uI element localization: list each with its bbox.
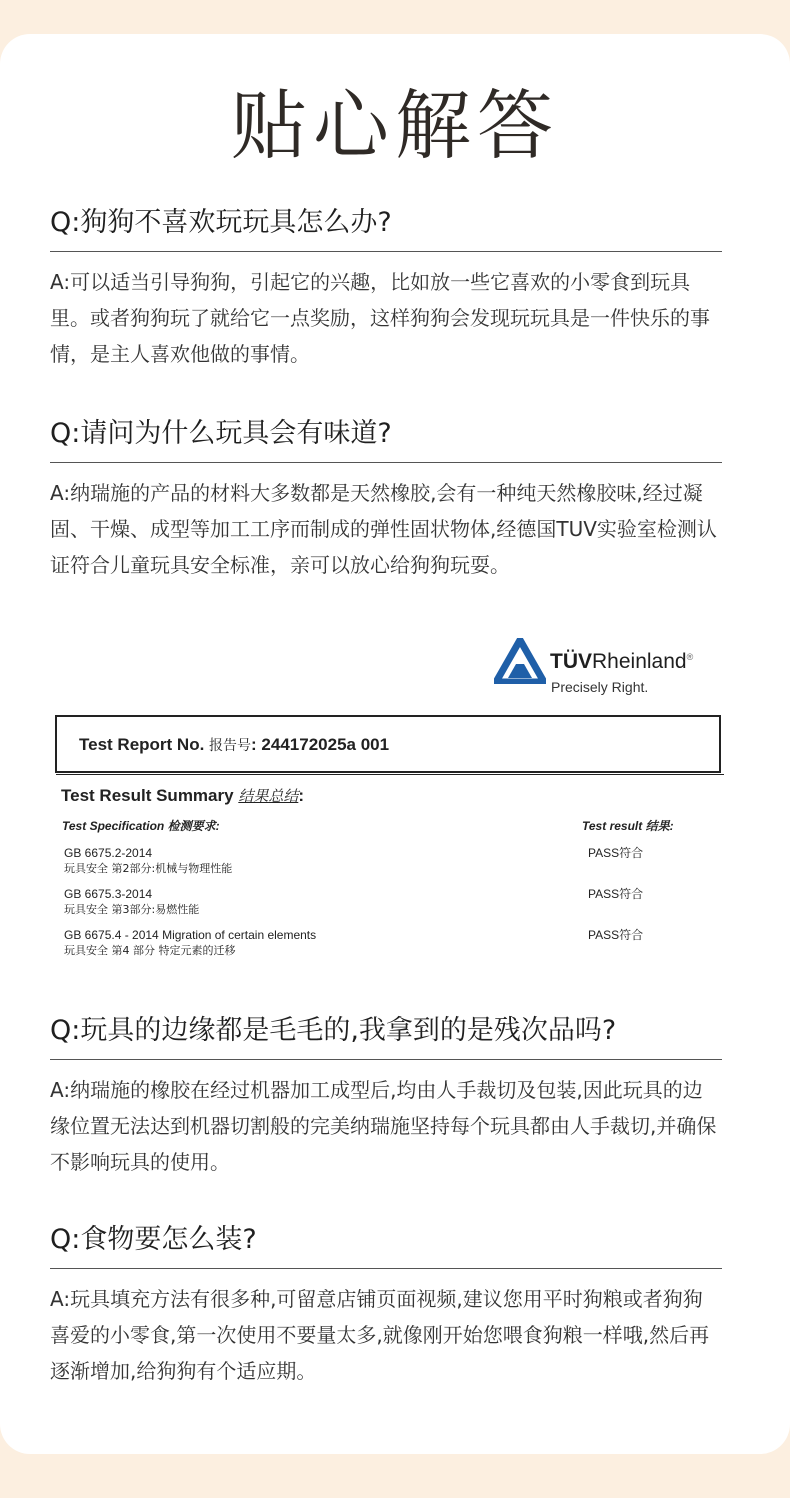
tuv-triangle-icon [494, 638, 546, 684]
summary-title: Test Result Summary 结果总结: [61, 786, 304, 805]
tuv-logo [494, 636, 734, 700]
report-number: Test Report No. 报告号: 244172025a 001 [79, 735, 390, 754]
tuv-brand: TÜVRheinland® [550, 650, 694, 673]
spec-result: PASS符合 [588, 846, 644, 860]
answer: A:纳瑞施的产品的材料大多数都是天然橡胶,会有一种纯天然橡胶味,经过凝固、干燥、成型等加工工序而制成的弹性固状物体,经德国TUV实验室检测认证符合儿童玩具安全标准，亲可以放心给狗狗玩耍。 [50, 481, 717, 577]
spec-header: Test Specification 检测要求: [62, 819, 220, 833]
qa-item-1 [50, 203, 722, 372]
question: Q:狗狗不喜欢玩玩具怎么办? [50, 203, 722, 252]
table-row [64, 845, 704, 877]
spec-standard: GB 6675.2-2014 [64, 846, 153, 860]
answer: A:玩具填充方法有很多种,可留意店铺页面视频,建议您用平时狗粮或者狗狗喜爱的小零食,第一次使用不要量太多,就像刚开始您喂食狗粮一样哦,然后再逐渐增加,给狗狗有个适应期。 [50, 1287, 710, 1383]
spec-result: PASS符合 [588, 928, 644, 942]
test-result-summary [56, 774, 724, 957]
answer: A:可以适当引导狗狗，引起它的兴趣，比如放一些它喜欢的小零食到玩具里。或者狗狗玩了就给它一点奖励，这样狗狗会发现玩玩具是一件快乐的事情，是主人喜欢他做的事情。 [50, 270, 710, 366]
spec-standard: GB 6675.3-2014 [64, 887, 153, 901]
spec-description: 玩具安全 第2部分:机械与物理性能 [64, 862, 233, 875]
qa-item-3 [50, 1011, 722, 1180]
page-title: 贴心解答 [231, 81, 559, 170]
table-row [64, 927, 704, 959]
qa-item-4 [50, 1220, 722, 1389]
question: Q:玩具的边缘都是毛毛的,我拿到的是残次品吗? [50, 1011, 722, 1060]
question: Q:请问为什么玩具会有味道? [50, 414, 722, 463]
tuv-tagline: Precisely Right. [551, 679, 649, 695]
spec-description: 玩具安全 第3部分:易燃性能 [64, 903, 200, 916]
result-header: Test result 结果: [582, 819, 674, 833]
table-row [64, 886, 704, 918]
qa-item-2 [50, 414, 722, 583]
answer: A:纳瑞施的橡胶在经过机器加工成型后,均由人手裁切及包装,因此玩具的边缘位置无法达到机器切割般的完美纳瑞施坚持每个玩具都由人手裁切,并确保不影响玩具的使用。 [50, 1078, 717, 1174]
spec-result: PASS符合 [588, 887, 644, 901]
spec-standard: GB 6675.4 - 2014 Migration of certain elements [64, 928, 317, 942]
spec-description: 玩具安全 第4 部分 特定元素的迁移 [64, 944, 236, 957]
question: Q:食物要怎么装? [50, 1220, 722, 1269]
test-report-box [55, 715, 721, 773]
